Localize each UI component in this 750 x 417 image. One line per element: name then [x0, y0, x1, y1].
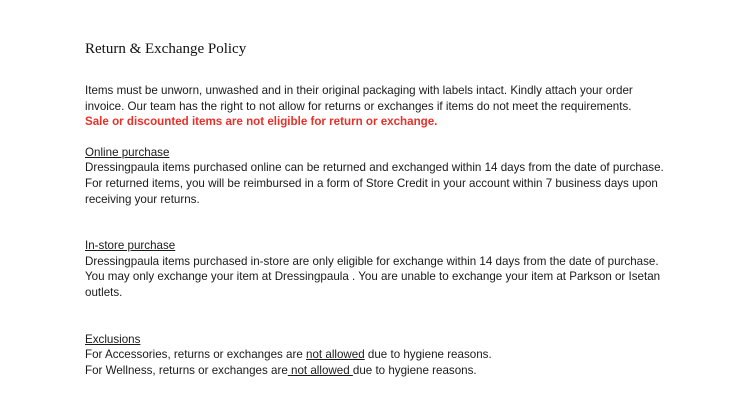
intro-section — [85, 83, 735, 130]
wellness-prefix: For Wellness, returns or exchanges are — [85, 363, 288, 377]
instore-line-2: You may only exchange your item at Dressingpaula . You are unable to exchange your item at Parkson or Isetan — [85, 270, 661, 284]
sale-warning: Sale or discounted items are not eligible for return or exchange. — [85, 115, 438, 129]
online-purchase-section — [85, 145, 735, 207]
wellness-not-allowed: not allowed — [287, 363, 353, 377]
instore-line-1: Dressingpaula items purchased in-store are only eligible for exchange within 14 days from the date of purchase. — [85, 254, 659, 268]
online-line-2: For returned items, you will be reimbursed in a form of Store Credit in your account within 7 business days upon — [85, 176, 658, 190]
accessories-not-allowed: not allowed — [306, 348, 365, 362]
intro-line-2: invoice. Our team has the right to not allow for returns or exchanges if items do not meet the requirements. — [85, 99, 632, 113]
policy-page — [85, 38, 735, 378]
accessories-suffix: due to hygiene reasons. — [364, 348, 492, 362]
instore-purchase-section — [85, 238, 735, 300]
online-line-3: receiving your returns. — [85, 192, 200, 206]
accessories-prefix: For Accessories, returns or exchanges are — [85, 348, 307, 362]
page-title: Return & Exchange Policy — [85, 41, 247, 57]
intro-line-1: Items must be unworn, unwashed and in their original packaging with labels intact. Kindly attach your order — [85, 84, 633, 97]
instore-line-3: outlets. — [85, 285, 123, 299]
exclusion-accessories — [85, 347, 735, 363]
exclusion-wellness — [85, 363, 735, 379]
exclusions-heading: Exclusions — [85, 332, 141, 346]
wellness-suffix: due to hygiene reasons. — [352, 363, 477, 377]
instore-purchase-heading: In-store purchase — [85, 239, 176, 253]
online-line-1: Dressingpaula items purchased online can be returned and exchanged within 14 days from the date of purchase. — [85, 161, 664, 175]
online-purchase-heading: Online purchase — [85, 145, 170, 159]
exclusions-section — [85, 332, 735, 379]
